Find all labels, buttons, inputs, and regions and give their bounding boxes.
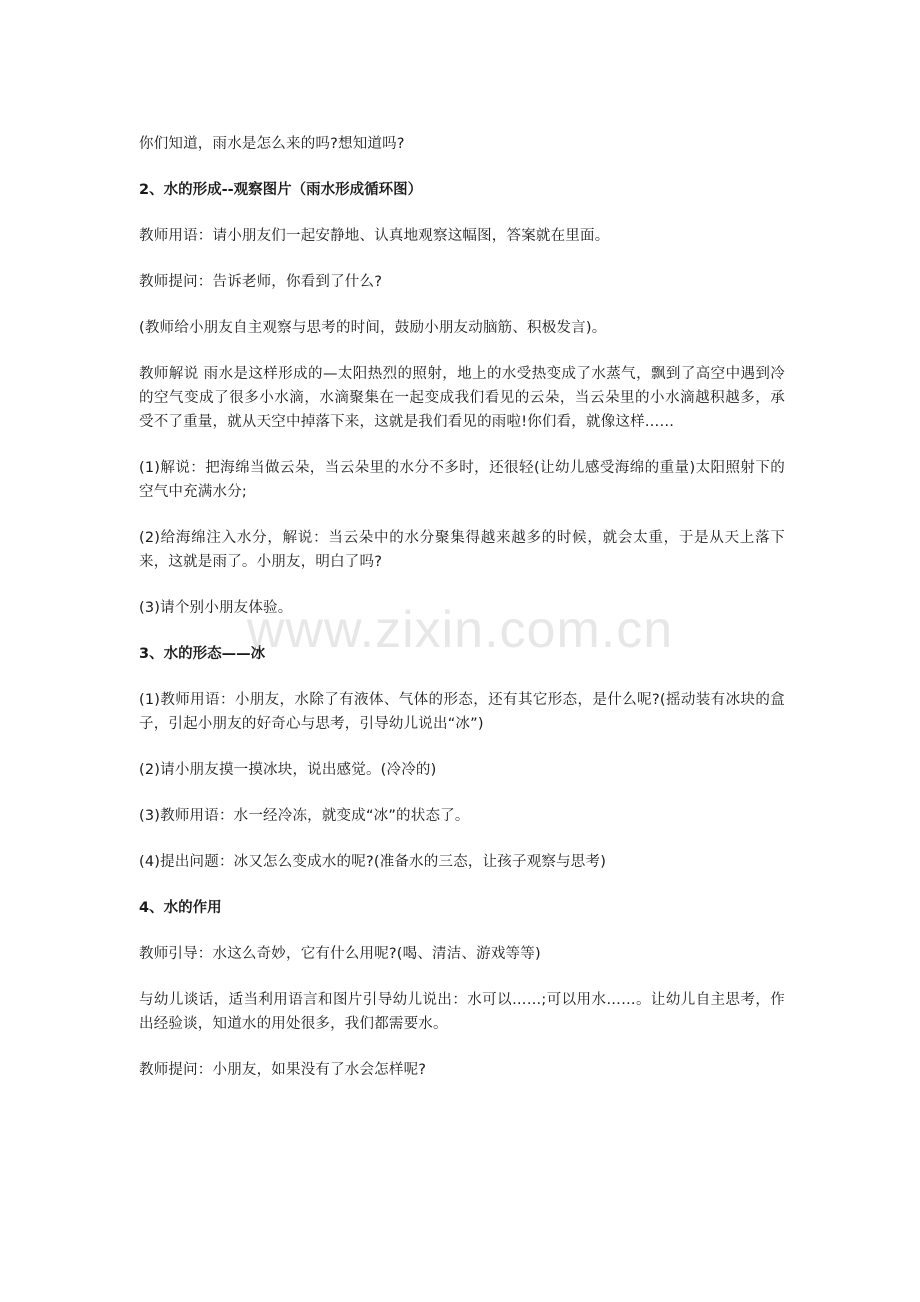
paragraph-step-2: (2)给海绵注入水分，解说：当云朵中的水分聚集得越来越多的时候，就会太重，于是从天上落下来，这就是雨了。小朋友，明白了吗? [139,530,785,570]
paragraph-observation-time: (教师给小朋友自主观察与思考的时间，鼓励小朋友动脑筋、积极发言)。 [139,320,607,336]
paragraph-ice-step-2: (2)请小朋友摸一摸冰块，说出感觉。(冷冷的) [139,762,437,778]
document-body [139,132,785,1104]
paragraph-teacher-question: 教师提问：告诉老师，你看到了什么? [139,274,383,290]
paragraph-water-use-talk: 与幼儿谈话，适当利用语言和图片引导幼儿说出：水可以……;可以用水……。让幼儿自主思考，作出经验谈，知道水的用处很多，我们都需要水。 [139,992,785,1032]
paragraph-ice-step-1: (1)教师用语：小朋友，水除了有液体、气体的形态，还有其它形态，是什么呢?(摇动装有冰块的盒子，引起小朋友的好奇心与思考，引导幼儿说出“冰”) [139,692,785,732]
paragraph-water-use-guide: 教师引导：水这么奇妙，它有什么用呢?(喝、清洁、游戏等等) [139,946,541,962]
paragraph-ice-step-3: (3)教师用语：水一经冷冻，就变成“冰”的状态了。 [139,808,470,824]
section-heading-4: 4、水的作用 [139,900,222,916]
paragraph-final-question: 教师提问：小朋友，如果没有了水会怎样呢? [139,1062,427,1078]
paragraph-ice-step-4: (4)提出问题：冰又怎么变成水的呢?(准备水的三态，让孩子观察与思考) [139,854,607,870]
paragraph-teacher-explanation: 教师解说 雨水是这样形成的—太阳热烈的照射，地上的水受热变成了水蒸气，飘到了高空中遇到冷的空气变成了很多小水滴，水滴聚集在一起变成我们看见的云朵，当云朵里的小水滴越积越多，承受不了重量，就从天空中掉落下来，这就是我们看见的雨啦!你们看，就像这样…… [139,366,785,430]
paragraph-step-3: (3)请个别小朋友体验。 [139,600,293,616]
section-heading-3: 3、水的形态——冰 [139,646,266,662]
section-heading-2: 2、水的形成--观察图片（雨水形成循环图） [139,182,423,198]
watermark: www.zixin.com.cn [246,601,674,659]
paragraph-intro-question: 你们知道，雨水是怎么来的吗?想知道吗? [139,136,405,152]
paragraph-teacher-instruction: 教师用语：请小朋友们一起安静地、认真地观察这幅图，答案就在里面。 [139,228,610,244]
paragraph-step-1: (1)解说：把海绵当做云朵，当云朵里的水分不多时，还很轻(让幼儿感受海绵的重量)太阳照射下的空气中充满水分; [139,460,785,500]
